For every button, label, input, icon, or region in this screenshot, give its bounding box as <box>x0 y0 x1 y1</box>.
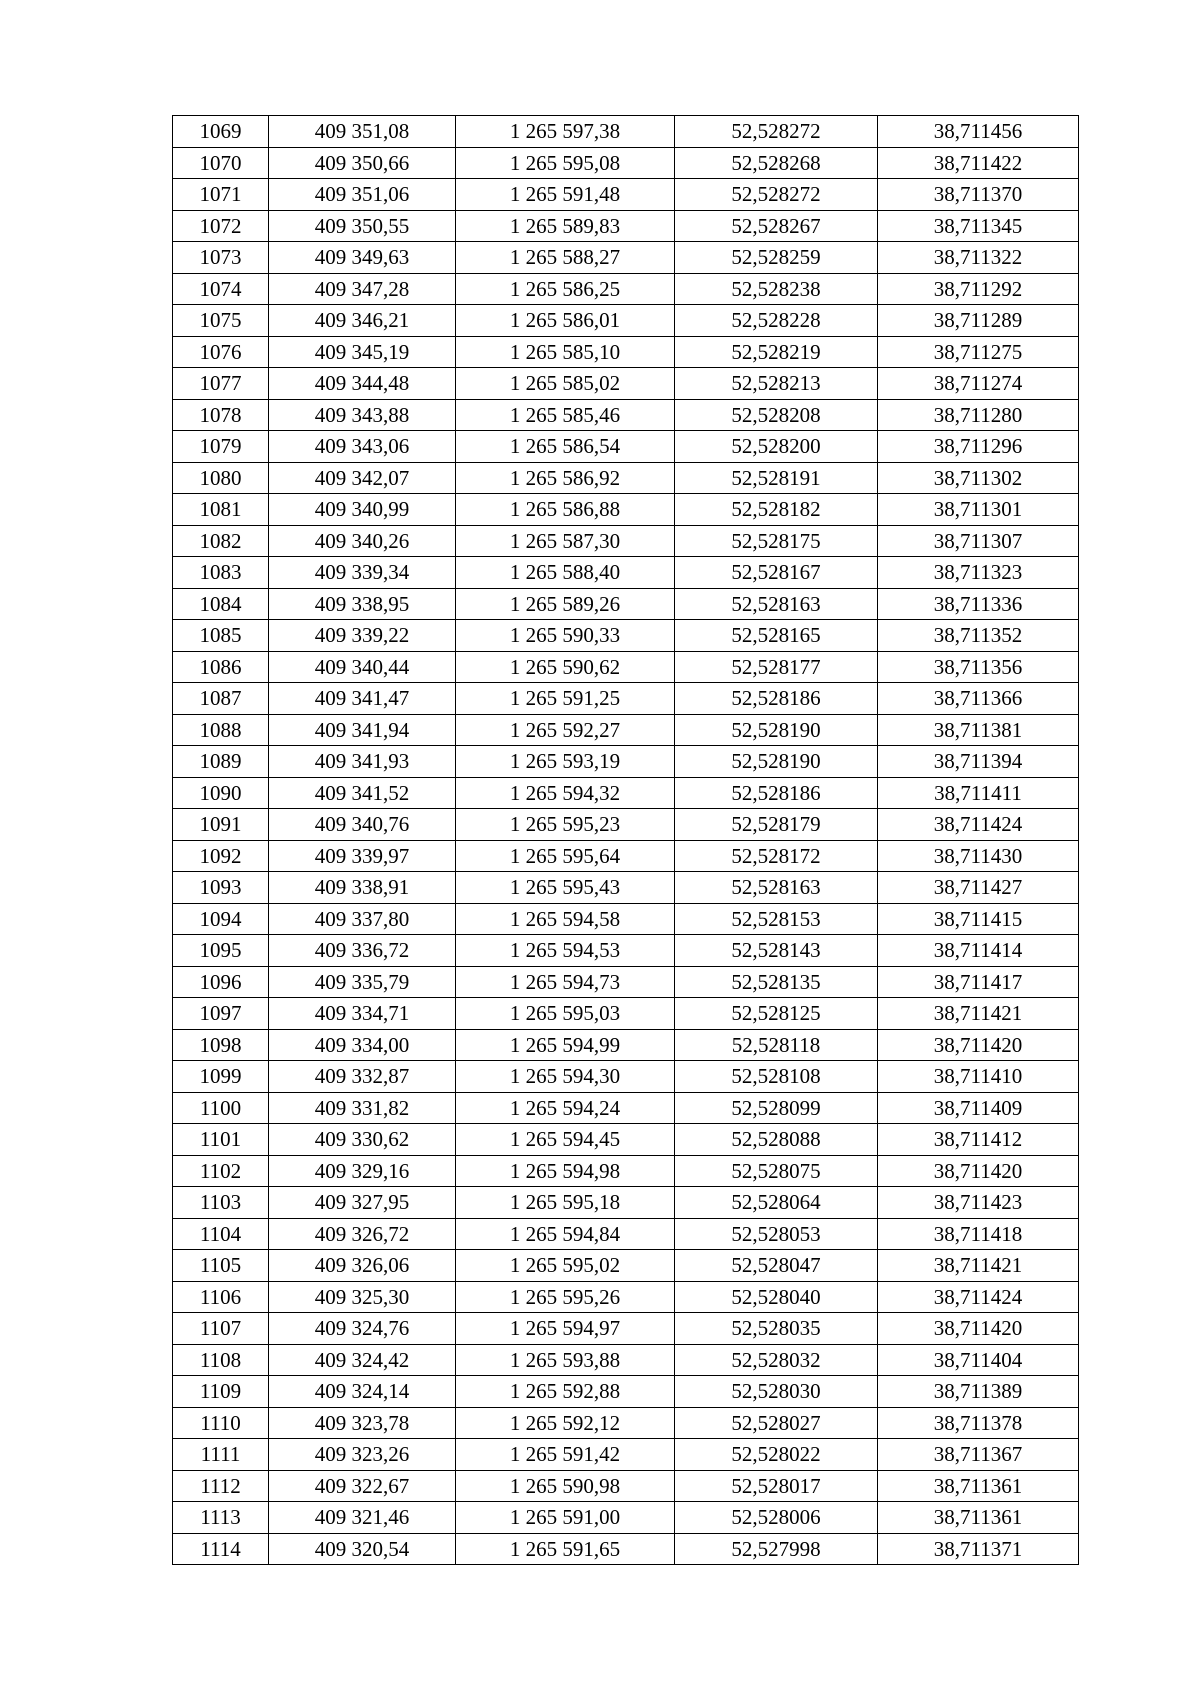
x-coordinate-cell: 409 350,55 <box>269 210 456 242</box>
table-row <box>173 179 1079 211</box>
table-row <box>173 651 1079 683</box>
x-coordinate-cell: 409 322,67 <box>269 1470 456 1502</box>
longitude-cell: 38,711370 <box>878 179 1079 211</box>
point-number-cell: 1080 <box>173 462 269 494</box>
y-coordinate-cell: 1 265 592,88 <box>456 1376 675 1408</box>
point-number-cell: 1108 <box>173 1344 269 1376</box>
longitude-cell: 38,711381 <box>878 714 1079 746</box>
table-row <box>173 1187 1079 1219</box>
latitude-cell: 52,528179 <box>675 809 878 841</box>
latitude-cell: 52,528186 <box>675 683 878 715</box>
latitude-cell: 52,528053 <box>675 1218 878 1250</box>
latitude-cell: 52,528030 <box>675 1376 878 1408</box>
longitude-cell: 38,711456 <box>878 116 1079 148</box>
x-coordinate-cell: 409 347,28 <box>269 273 456 305</box>
y-coordinate-cell: 1 265 595,64 <box>456 840 675 872</box>
latitude-cell: 52,528153 <box>675 903 878 935</box>
x-coordinate-cell: 409 325,30 <box>269 1281 456 1313</box>
table-row <box>173 1470 1079 1502</box>
longitude-cell: 38,711289 <box>878 305 1079 337</box>
point-number-cell: 1097 <box>173 998 269 1030</box>
table-row <box>173 1533 1079 1565</box>
table-row <box>173 1407 1079 1439</box>
y-coordinate-cell: 1 265 593,19 <box>456 746 675 778</box>
table-row <box>173 1061 1079 1093</box>
table-row <box>173 431 1079 463</box>
table-row <box>173 462 1079 494</box>
y-coordinate-cell: 1 265 589,83 <box>456 210 675 242</box>
y-coordinate-cell: 1 265 586,01 <box>456 305 675 337</box>
point-number-cell: 1081 <box>173 494 269 526</box>
point-number-cell: 1087 <box>173 683 269 715</box>
y-coordinate-cell: 1 265 586,92 <box>456 462 675 494</box>
latitude-cell: 52,528165 <box>675 620 878 652</box>
longitude-cell: 38,711280 <box>878 399 1079 431</box>
table-row <box>173 242 1079 274</box>
latitude-cell: 52,528191 <box>675 462 878 494</box>
coordinates-table <box>172 115 1079 1565</box>
longitude-cell: 38,711420 <box>878 1029 1079 1061</box>
point-number-cell: 1095 <box>173 935 269 967</box>
y-coordinate-cell: 1 265 594,98 <box>456 1155 675 1187</box>
y-coordinate-cell: 1 265 594,24 <box>456 1092 675 1124</box>
longitude-cell: 38,711371 <box>878 1533 1079 1565</box>
longitude-cell: 38,711302 <box>878 462 1079 494</box>
x-coordinate-cell: 409 351,06 <box>269 179 456 211</box>
y-coordinate-cell: 1 265 594,30 <box>456 1061 675 1093</box>
point-number-cell: 1113 <box>173 1502 269 1534</box>
y-coordinate-cell: 1 265 595,43 <box>456 872 675 904</box>
y-coordinate-cell: 1 265 591,65 <box>456 1533 675 1565</box>
y-coordinate-cell: 1 265 591,25 <box>456 683 675 715</box>
y-coordinate-cell: 1 265 590,33 <box>456 620 675 652</box>
latitude-cell: 52,528163 <box>675 872 878 904</box>
y-coordinate-cell: 1 265 595,26 <box>456 1281 675 1313</box>
longitude-cell: 38,711323 <box>878 557 1079 589</box>
longitude-cell: 38,711394 <box>878 746 1079 778</box>
latitude-cell: 52,528208 <box>675 399 878 431</box>
point-number-cell: 1103 <box>173 1187 269 1219</box>
latitude-cell: 52,528135 <box>675 966 878 998</box>
point-number-cell: 1099 <box>173 1061 269 1093</box>
x-coordinate-cell: 409 350,66 <box>269 147 456 179</box>
latitude-cell: 52,528027 <box>675 1407 878 1439</box>
point-number-cell: 1110 <box>173 1407 269 1439</box>
y-coordinate-cell: 1 265 593,88 <box>456 1344 675 1376</box>
y-coordinate-cell: 1 265 589,26 <box>456 588 675 620</box>
longitude-cell: 38,711415 <box>878 903 1079 935</box>
point-number-cell: 1082 <box>173 525 269 557</box>
point-number-cell: 1072 <box>173 210 269 242</box>
latitude-cell: 52,528190 <box>675 714 878 746</box>
table-row <box>173 1092 1079 1124</box>
x-coordinate-cell: 409 323,78 <box>269 1407 456 1439</box>
longitude-cell: 38,711427 <box>878 872 1079 904</box>
x-coordinate-cell: 409 323,26 <box>269 1439 456 1471</box>
point-number-cell: 1071 <box>173 179 269 211</box>
x-coordinate-cell: 409 339,97 <box>269 840 456 872</box>
latitude-cell: 52,528099 <box>675 1092 878 1124</box>
table-row <box>173 872 1079 904</box>
latitude-cell: 52,528177 <box>675 651 878 683</box>
y-coordinate-cell: 1 265 595,23 <box>456 809 675 841</box>
y-coordinate-cell: 1 265 597,38 <box>456 116 675 148</box>
y-coordinate-cell: 1 265 586,54 <box>456 431 675 463</box>
latitude-cell: 52,528172 <box>675 840 878 872</box>
longitude-cell: 38,711424 <box>878 1281 1079 1313</box>
table-row <box>173 714 1079 746</box>
x-coordinate-cell: 409 326,72 <box>269 1218 456 1250</box>
longitude-cell: 38,711412 <box>878 1124 1079 1156</box>
point-number-cell: 1076 <box>173 336 269 368</box>
latitude-cell: 52,528006 <box>675 1502 878 1534</box>
latitude-cell: 52,527998 <box>675 1533 878 1565</box>
point-number-cell: 1085 <box>173 620 269 652</box>
table-row <box>173 1029 1079 1061</box>
point-number-cell: 1107 <box>173 1313 269 1345</box>
longitude-cell: 38,711361 <box>878 1470 1079 1502</box>
longitude-cell: 38,711367 <box>878 1439 1079 1471</box>
table-row <box>173 809 1079 841</box>
y-coordinate-cell: 1 265 591,48 <box>456 179 675 211</box>
latitude-cell: 52,528182 <box>675 494 878 526</box>
table-row <box>173 557 1079 589</box>
table-row <box>173 903 1079 935</box>
latitude-cell: 52,528143 <box>675 935 878 967</box>
latitude-cell: 52,528238 <box>675 273 878 305</box>
latitude-cell: 52,528118 <box>675 1029 878 1061</box>
x-coordinate-cell: 409 324,14 <box>269 1376 456 1408</box>
longitude-cell: 38,711420 <box>878 1313 1079 1345</box>
x-coordinate-cell: 409 340,44 <box>269 651 456 683</box>
latitude-cell: 52,528064 <box>675 1187 878 1219</box>
y-coordinate-cell: 1 265 585,02 <box>456 368 675 400</box>
table-row <box>173 683 1079 715</box>
latitude-cell: 52,528163 <box>675 588 878 620</box>
latitude-cell: 52,528228 <box>675 305 878 337</box>
longitude-cell: 38,711417 <box>878 966 1079 998</box>
x-coordinate-cell: 409 321,46 <box>269 1502 456 1534</box>
x-coordinate-cell: 409 340,99 <box>269 494 456 526</box>
x-coordinate-cell: 409 341,94 <box>269 714 456 746</box>
y-coordinate-cell: 1 265 592,12 <box>456 1407 675 1439</box>
y-coordinate-cell: 1 265 595,03 <box>456 998 675 1030</box>
x-coordinate-cell: 409 332,87 <box>269 1061 456 1093</box>
y-coordinate-cell: 1 265 594,53 <box>456 935 675 967</box>
table-row <box>173 1502 1079 1534</box>
longitude-cell: 38,711356 <box>878 651 1079 683</box>
x-coordinate-cell: 409 329,16 <box>269 1155 456 1187</box>
longitude-cell: 38,711366 <box>878 683 1079 715</box>
table-row <box>173 620 1079 652</box>
table-row <box>173 1250 1079 1282</box>
longitude-cell: 38,711361 <box>878 1502 1079 1534</box>
table-row <box>173 840 1079 872</box>
latitude-cell: 52,528259 <box>675 242 878 274</box>
longitude-cell: 38,711418 <box>878 1218 1079 1250</box>
point-number-cell: 1091 <box>173 809 269 841</box>
point-number-cell: 1111 <box>173 1439 269 1471</box>
y-coordinate-cell: 1 265 592,27 <box>456 714 675 746</box>
point-number-cell: 1096 <box>173 966 269 998</box>
point-number-cell: 1073 <box>173 242 269 274</box>
table-row <box>173 210 1079 242</box>
table-row <box>173 966 1079 998</box>
table-row <box>173 1439 1079 1471</box>
point-number-cell: 1079 <box>173 431 269 463</box>
point-number-cell: 1102 <box>173 1155 269 1187</box>
coordinates-table-body <box>173 116 1079 1565</box>
latitude-cell: 52,528035 <box>675 1313 878 1345</box>
longitude-cell: 38,711336 <box>878 588 1079 620</box>
latitude-cell: 52,528040 <box>675 1281 878 1313</box>
x-coordinate-cell: 409 346,21 <box>269 305 456 337</box>
x-coordinate-cell: 409 341,47 <box>269 683 456 715</box>
table-row <box>173 1155 1079 1187</box>
latitude-cell: 52,528272 <box>675 116 878 148</box>
x-coordinate-cell: 409 334,71 <box>269 998 456 1030</box>
latitude-cell: 52,528075 <box>675 1155 878 1187</box>
point-number-cell: 1109 <box>173 1376 269 1408</box>
y-coordinate-cell: 1 265 595,02 <box>456 1250 675 1282</box>
latitude-cell: 52,528186 <box>675 777 878 809</box>
latitude-cell: 52,528022 <box>675 1439 878 1471</box>
x-coordinate-cell: 409 326,06 <box>269 1250 456 1282</box>
x-coordinate-cell: 409 335,79 <box>269 966 456 998</box>
y-coordinate-cell: 1 265 591,42 <box>456 1439 675 1471</box>
point-number-cell: 1100 <box>173 1092 269 1124</box>
x-coordinate-cell: 409 330,62 <box>269 1124 456 1156</box>
point-number-cell: 1101 <box>173 1124 269 1156</box>
table-row <box>173 1281 1079 1313</box>
x-coordinate-cell: 409 343,06 <box>269 431 456 463</box>
table-row <box>173 1218 1079 1250</box>
latitude-cell: 52,528213 <box>675 368 878 400</box>
x-coordinate-cell: 409 327,95 <box>269 1187 456 1219</box>
table-row <box>173 746 1079 778</box>
point-number-cell: 1077 <box>173 368 269 400</box>
latitude-cell: 52,528125 <box>675 998 878 1030</box>
y-coordinate-cell: 1 265 595,08 <box>456 147 675 179</box>
point-number-cell: 1106 <box>173 1281 269 1313</box>
x-coordinate-cell: 409 337,80 <box>269 903 456 935</box>
longitude-cell: 38,711404 <box>878 1344 1079 1376</box>
table-row <box>173 399 1079 431</box>
x-coordinate-cell: 409 342,07 <box>269 462 456 494</box>
y-coordinate-cell: 1 265 594,45 <box>456 1124 675 1156</box>
point-number-cell: 1114 <box>173 1533 269 1565</box>
x-coordinate-cell: 409 339,34 <box>269 557 456 589</box>
latitude-cell: 52,528175 <box>675 525 878 557</box>
point-number-cell: 1070 <box>173 147 269 179</box>
point-number-cell: 1098 <box>173 1029 269 1061</box>
point-number-cell: 1084 <box>173 588 269 620</box>
latitude-cell: 52,528032 <box>675 1344 878 1376</box>
longitude-cell: 38,711411 <box>878 777 1079 809</box>
table-row <box>173 368 1079 400</box>
table-row <box>173 935 1079 967</box>
x-coordinate-cell: 409 341,52 <box>269 777 456 809</box>
x-coordinate-cell: 409 344,48 <box>269 368 456 400</box>
table-row <box>173 588 1079 620</box>
point-number-cell: 1069 <box>173 116 269 148</box>
longitude-cell: 38,711414 <box>878 935 1079 967</box>
table-row <box>173 1344 1079 1376</box>
x-coordinate-cell: 409 340,26 <box>269 525 456 557</box>
x-coordinate-cell: 409 331,82 <box>269 1092 456 1124</box>
longitude-cell: 38,711345 <box>878 210 1079 242</box>
y-coordinate-cell: 1 265 588,40 <box>456 557 675 589</box>
y-coordinate-cell: 1 265 594,58 <box>456 903 675 935</box>
y-coordinate-cell: 1 265 587,30 <box>456 525 675 557</box>
longitude-cell: 38,711275 <box>878 336 1079 368</box>
table-row <box>173 147 1079 179</box>
point-number-cell: 1112 <box>173 1470 269 1502</box>
point-number-cell: 1083 <box>173 557 269 589</box>
longitude-cell: 38,711301 <box>878 494 1079 526</box>
table-row <box>173 494 1079 526</box>
longitude-cell: 38,711420 <box>878 1155 1079 1187</box>
point-number-cell: 1086 <box>173 651 269 683</box>
x-coordinate-cell: 409 345,19 <box>269 336 456 368</box>
latitude-cell: 52,528267 <box>675 210 878 242</box>
y-coordinate-cell: 1 265 590,98 <box>456 1470 675 1502</box>
y-coordinate-cell: 1 265 588,27 <box>456 242 675 274</box>
longitude-cell: 38,711409 <box>878 1092 1079 1124</box>
point-number-cell: 1089 <box>173 746 269 778</box>
y-coordinate-cell: 1 265 594,32 <box>456 777 675 809</box>
longitude-cell: 38,711422 <box>878 147 1079 179</box>
point-number-cell: 1105 <box>173 1250 269 1282</box>
x-coordinate-cell: 409 320,54 <box>269 1533 456 1565</box>
table-row <box>173 305 1079 337</box>
latitude-cell: 52,528167 <box>675 557 878 589</box>
y-coordinate-cell: 1 265 585,10 <box>456 336 675 368</box>
table-row <box>173 1376 1079 1408</box>
longitude-cell: 38,711410 <box>878 1061 1079 1093</box>
longitude-cell: 38,711430 <box>878 840 1079 872</box>
y-coordinate-cell: 1 265 586,25 <box>456 273 675 305</box>
longitude-cell: 38,711423 <box>878 1187 1079 1219</box>
point-number-cell: 1075 <box>173 305 269 337</box>
x-coordinate-cell: 409 340,76 <box>269 809 456 841</box>
x-coordinate-cell: 409 351,08 <box>269 116 456 148</box>
latitude-cell: 52,528017 <box>675 1470 878 1502</box>
latitude-cell: 52,528200 <box>675 431 878 463</box>
point-number-cell: 1088 <box>173 714 269 746</box>
x-coordinate-cell: 409 341,93 <box>269 746 456 778</box>
table-row <box>173 777 1079 809</box>
y-coordinate-cell: 1 265 594,84 <box>456 1218 675 1250</box>
latitude-cell: 52,528219 <box>675 336 878 368</box>
latitude-cell: 52,528272 <box>675 179 878 211</box>
x-coordinate-cell: 409 338,95 <box>269 588 456 620</box>
table-row <box>173 1313 1079 1345</box>
latitude-cell: 52,528190 <box>675 746 878 778</box>
point-number-cell: 1094 <box>173 903 269 935</box>
longitude-cell: 38,711292 <box>878 273 1079 305</box>
table-row <box>173 273 1079 305</box>
point-number-cell: 1092 <box>173 840 269 872</box>
y-coordinate-cell: 1 265 594,73 <box>456 966 675 998</box>
y-coordinate-cell: 1 265 595,18 <box>456 1187 675 1219</box>
longitude-cell: 38,711352 <box>878 620 1079 652</box>
y-coordinate-cell: 1 265 591,00 <box>456 1502 675 1534</box>
point-number-cell: 1090 <box>173 777 269 809</box>
longitude-cell: 38,711274 <box>878 368 1079 400</box>
y-coordinate-cell: 1 265 586,88 <box>456 494 675 526</box>
longitude-cell: 38,711421 <box>878 1250 1079 1282</box>
x-coordinate-cell: 409 338,91 <box>269 872 456 904</box>
latitude-cell: 52,528088 <box>675 1124 878 1156</box>
latitude-cell: 52,528108 <box>675 1061 878 1093</box>
longitude-cell: 38,711421 <box>878 998 1079 1030</box>
table-row <box>173 525 1079 557</box>
table-row <box>173 998 1079 1030</box>
latitude-cell: 52,528268 <box>675 147 878 179</box>
point-number-cell: 1078 <box>173 399 269 431</box>
point-number-cell: 1104 <box>173 1218 269 1250</box>
x-coordinate-cell: 409 336,72 <box>269 935 456 967</box>
longitude-cell: 38,711296 <box>878 431 1079 463</box>
longitude-cell: 38,711424 <box>878 809 1079 841</box>
table-row <box>173 336 1079 368</box>
longitude-cell: 38,711389 <box>878 1376 1079 1408</box>
y-coordinate-cell: 1 265 594,97 <box>456 1313 675 1345</box>
latitude-cell: 52,528047 <box>675 1250 878 1282</box>
longitude-cell: 38,711307 <box>878 525 1079 557</box>
x-coordinate-cell: 409 339,22 <box>269 620 456 652</box>
x-coordinate-cell: 409 324,76 <box>269 1313 456 1345</box>
table-row <box>173 1124 1079 1156</box>
y-coordinate-cell: 1 265 594,99 <box>456 1029 675 1061</box>
x-coordinate-cell: 409 334,00 <box>269 1029 456 1061</box>
x-coordinate-cell: 409 349,63 <box>269 242 456 274</box>
y-coordinate-cell: 1 265 590,62 <box>456 651 675 683</box>
point-number-cell: 1093 <box>173 872 269 904</box>
x-coordinate-cell: 409 324,42 <box>269 1344 456 1376</box>
point-number-cell: 1074 <box>173 273 269 305</box>
x-coordinate-cell: 409 343,88 <box>269 399 456 431</box>
longitude-cell: 38,711378 <box>878 1407 1079 1439</box>
y-coordinate-cell: 1 265 585,46 <box>456 399 675 431</box>
longitude-cell: 38,711322 <box>878 242 1079 274</box>
table-row <box>173 116 1079 148</box>
